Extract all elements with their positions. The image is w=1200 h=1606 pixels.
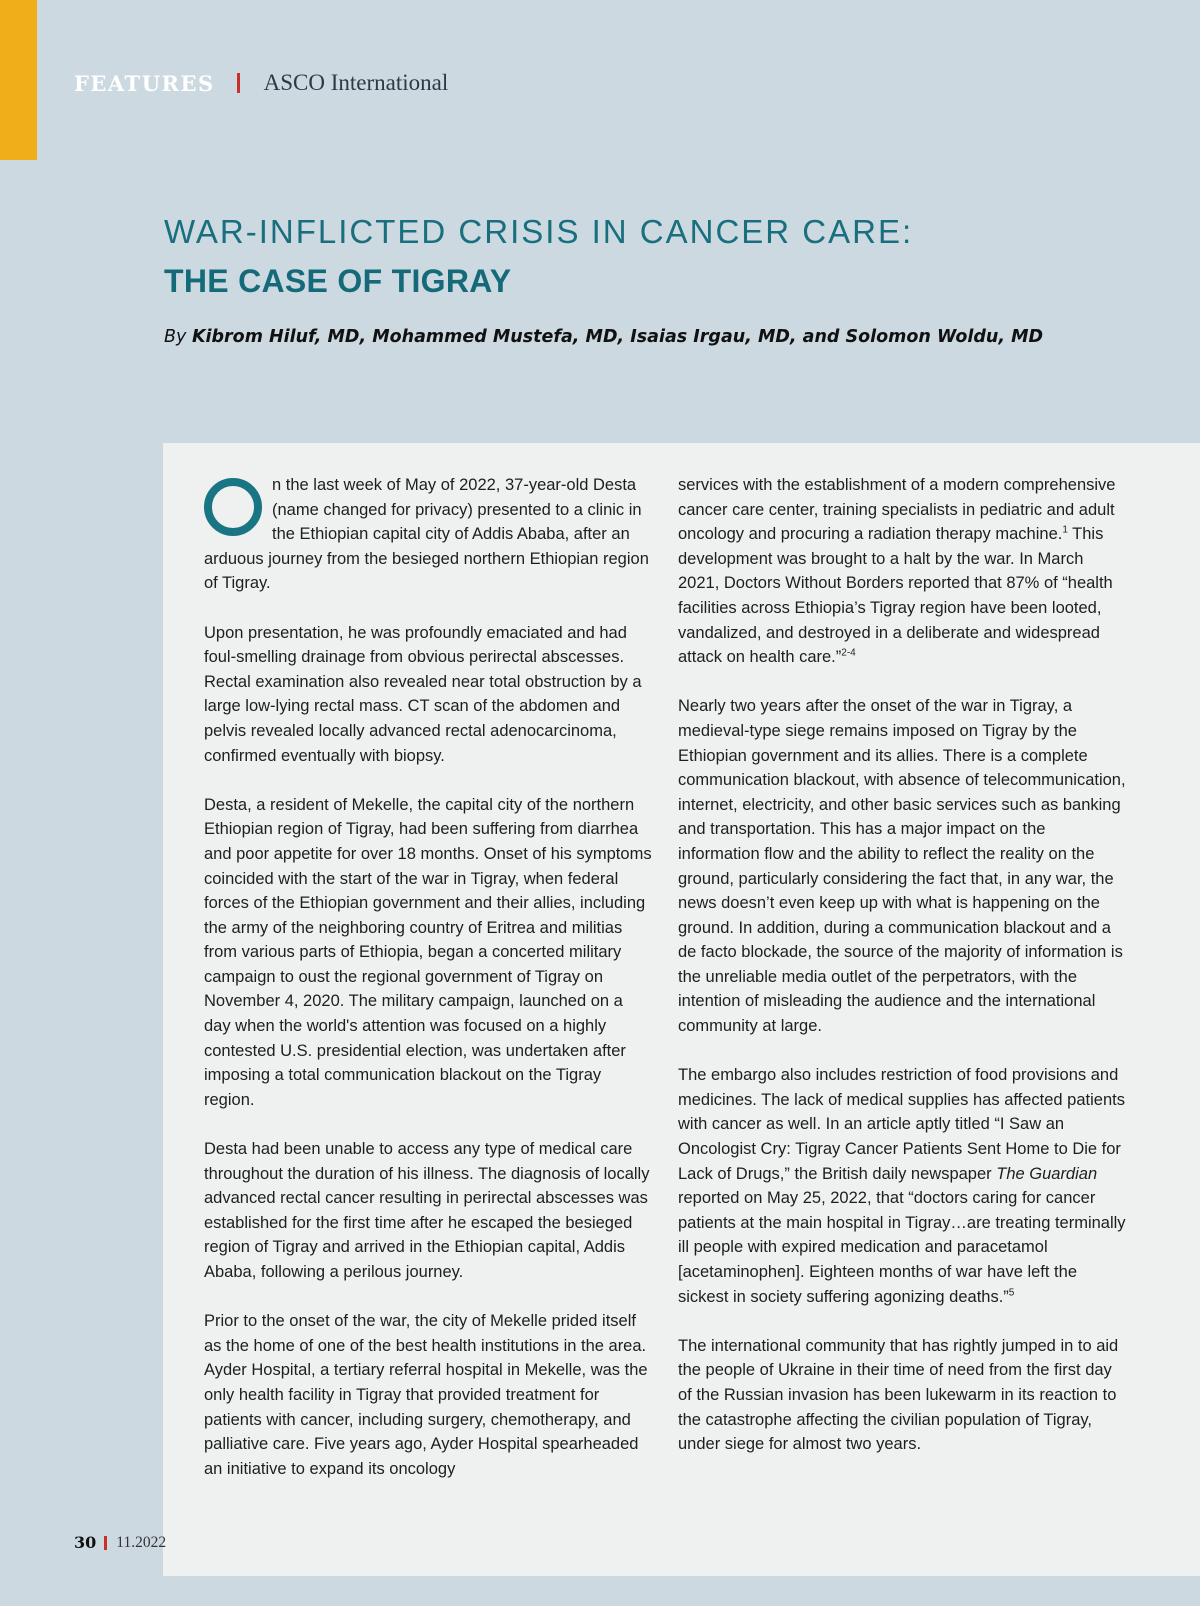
- byline: [164, 327, 1043, 347]
- reference-5: 5: [1008, 1287, 1015, 1299]
- accent-bar: [0, 0, 37, 160]
- paragraph-6: [678, 473, 1128, 670]
- article-title-line1: WAR-INFLICTED CRISIS IN CANCER CARE:: [164, 213, 914, 250]
- article-title-line2: THE CASE OF TIGRAY: [164, 263, 512, 299]
- publication-name: ASCO International: [263, 70, 449, 95]
- page-footer: [74, 1533, 166, 1552]
- byline-authors: Kibrom Hiluf, MD, Mohammed Mustefa, MD, Isaias Irgau, MD, and Solomon Woldu, MD: [191, 327, 1044, 347]
- reference-1: 1: [1062, 524, 1068, 536]
- article-column-right: [678, 473, 1128, 1457]
- paragraph-1: [204, 473, 652, 596]
- footer-bar: [0, 1576, 1200, 1606]
- section-label: FEATURES: [74, 70, 215, 96]
- paragraph-2: Upon presentation, he was profoundly emaciated and had foul-smelling drainage from obvious perirectal abscesses. Rectal examination also revealed near total obstruction by a large low-lying rectal mass. CT scan of the abdomen and pelvis revealed locally advanced rectal adenocarcinoma, confirmed eventually with biopsy.: [204, 623, 642, 765]
- paragraph-8-text-b: reported on May 25, 2022, that “doctors caring for cancer patients at the main hospital in Tigray…are treating terminally ill people with expired medication and paracetamol [acetaminophen]. Eighteen months of war have left the sickest in society suffering agonizing deaths.”: [678, 1189, 1126, 1306]
- paragraph-1-text: n the last week of May of 2022, 37-year-old Desta (name changed for privacy) presented to a clinic in the Ethiopian capital city of Addis Ababa, after an arduous journey from the besieged northern Ethiopian region of Tigray.: [204, 476, 649, 593]
- issue-date: 11.2022: [116, 1533, 167, 1551]
- page-number: 30: [74, 1533, 97, 1552]
- paragraph-8: [678, 1063, 1128, 1309]
- footer-divider: [104, 1536, 107, 1550]
- section-header: [74, 66, 448, 100]
- drop-cap: [204, 478, 262, 536]
- article-column-left: [204, 473, 652, 1481]
- paragraph-8-text-a: The embargo also includes restriction of food provisions and medicines. The lack of medical supplies has affected patients with cancer as well. In an article aptly titled “I Saw an Oncologist Cry: Tigray Cancer Patients Sent Home to Die for Lack of Drugs,” the British daily newspaper: [678, 1066, 1125, 1183]
- byline-prefix: By: [164, 327, 187, 347]
- section-divider: [237, 73, 240, 93]
- drop-cap-letter: [212, 486, 213, 487]
- paragraph-5: Prior to the onset of the war, the city of Mekelle prided itself as the home of one of the best health institutions in the area. Ayder Hospital, a tertiary referral hospital in Mekelle, was the only health facility in Tigray that provided treatment for patients with cancer, including surgery, chemotherapy, and palliative care. Five years ago, Ayder Hospital spearheaded an initiative to expand its oncology: [204, 1312, 648, 1478]
- reference-2-4: 2-4: [841, 647, 856, 659]
- paragraph-4: Desta had been unable to access any type of medical care throughout the duration of his illness. The diagnosis of locally advanced rectal cancer resulting in perirectal abscesses was established for the first time after he escaped the besieged region of Tigray and arrived in the Ethiopian capital, Addis Ababa, following a perilous journey.: [204, 1140, 650, 1281]
- paragraph-3: Desta, a resident of Mekelle, the capital city of the northern Ethiopian region of Tigray, had been suffering from diarrhea and poor appetite for over 18 months. Onset of his symptoms coincided with the start of the war in Tigray, when federal forces of the Ethiopian government and their allies, including the army of the neighboring country of Eritrea and militias from various parts of Ethiopia, began a concerted military campaign to oust the regional government of Tigray on November 4, 2020. The military campaign, launched on a day when the world's attention was focused on a highly contested U.S. presidential election, was undertaken after imposing a total communication blackout on the Tigray region.: [204, 795, 652, 1109]
- paragraph-6-text-b: This development was brought to a halt by the war. In March 2021, Doctors Without Borders reported that 87% of “health facilities across Ethiopia’s Tigray region have been looted, vandalized, and destroyed in a deliberate and widespread attack on health care.”: [678, 525, 1113, 667]
- paragraph-9: The international community that has rightly jumped in to aid the people of Ukraine in their time of need from the first day of the Russian invasion has been lukewarm in its reaction to the catastrophe affecting the civilian population of Tigray, under siege for almost two years.: [678, 1336, 1119, 1454]
- newspaper-name: The Guardian: [996, 1164, 1098, 1183]
- paragraph-7: Nearly two years after the onset of the war in Tigray, a medieval-type siege remains imposed on Tigray by the Ethiopian government and its allies. There is a complete communication blackout, with absence of telecommunication, internet, electricity, and other basic services such as banking and transportation. This has a major impact on the information flow and the ability to reflect the reality on the ground, particularly considering the fact that, in any war, the news doesn’t even keep up with what is happening on the ground. In addition, during a communication blackout and a de facto blockade, the source of the majority of information is the unreliable media outlet of the perpetrators, with the intention of misleading the audience and the international community at large.: [678, 697, 1126, 1036]
- paragraph-6-text-a: services with the establishment of a modern comprehensive cancer care center, training specialists in pediatric and adult oncology and procuring a radiation therapy machine.: [678, 476, 1116, 544]
